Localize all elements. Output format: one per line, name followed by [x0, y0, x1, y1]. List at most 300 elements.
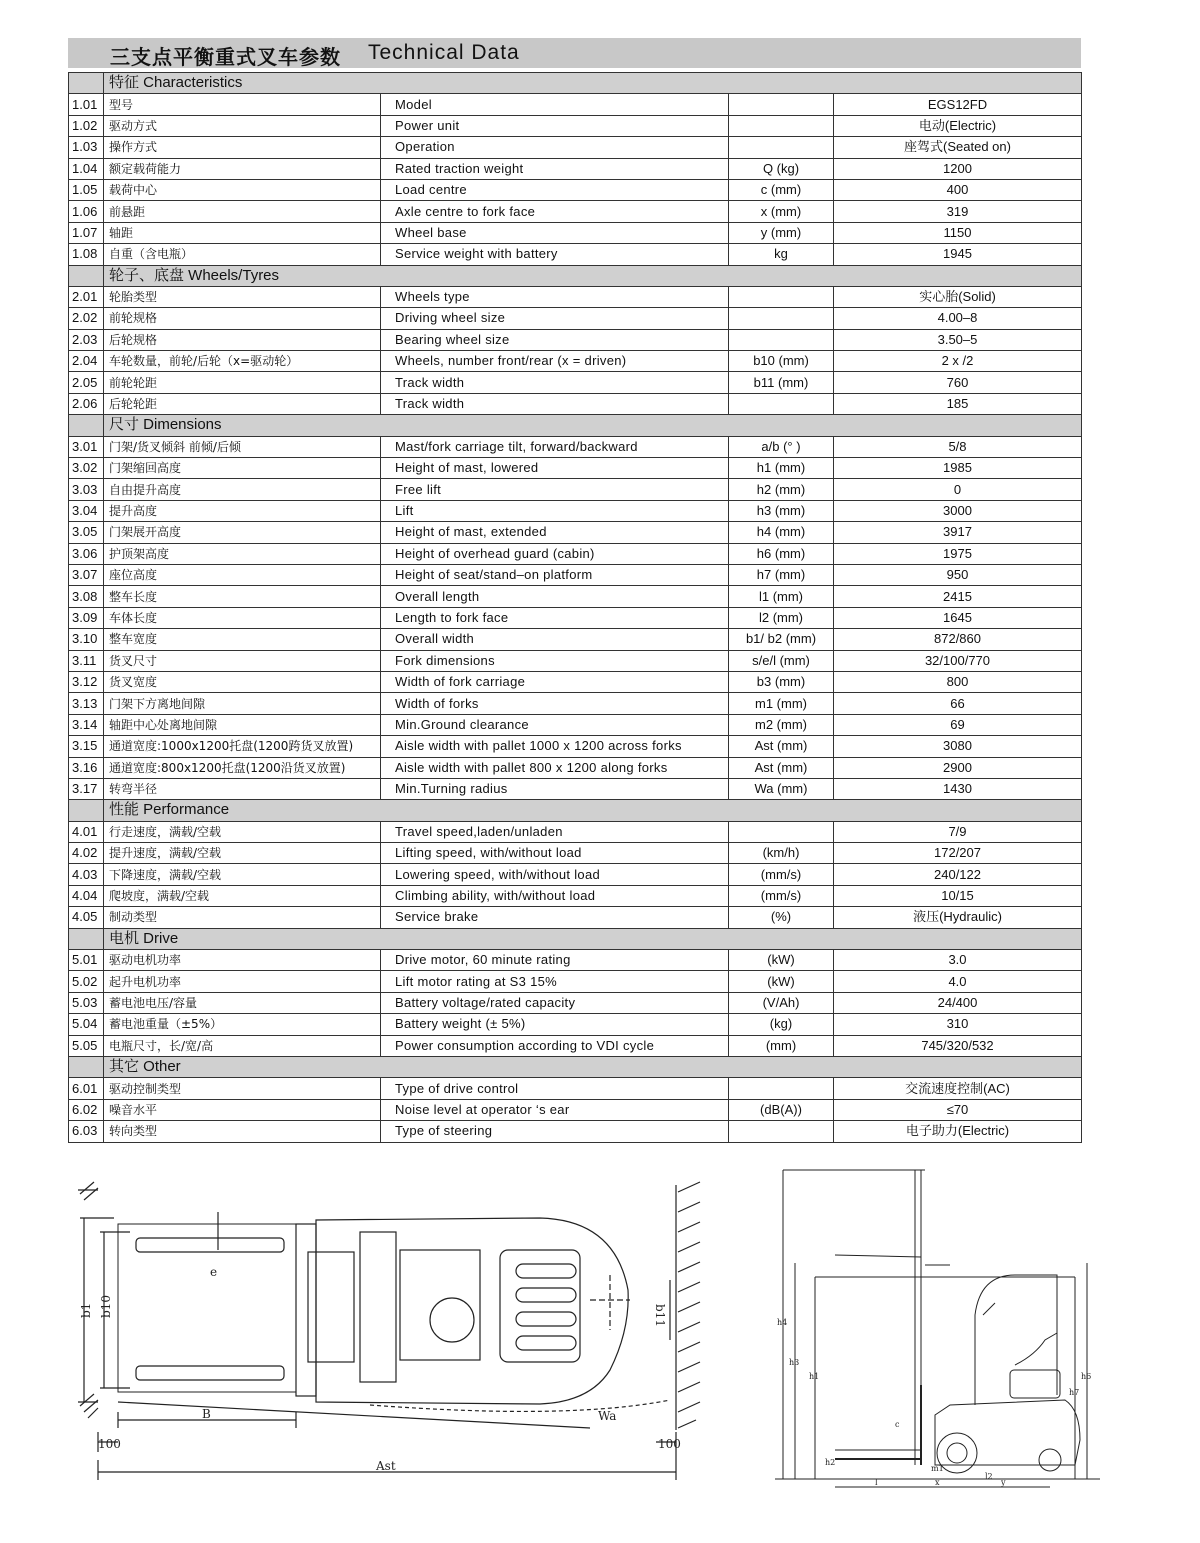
row-value: 172/207	[834, 843, 1082, 864]
row-number: 5.03	[69, 992, 104, 1013]
row-label-zh: 后轮规格	[104, 329, 381, 350]
row-value: 1945	[834, 244, 1082, 265]
row-value: 3.50–5	[834, 329, 1082, 350]
row-label-zh: 车轮数量，前轮/后轮（x=驱动轮）	[104, 351, 381, 372]
row-number: 2.01	[69, 286, 104, 307]
row-label-zh: 车体长度	[104, 607, 381, 628]
row-value: 1150	[834, 222, 1082, 243]
row-value: 24/400	[834, 992, 1082, 1013]
label-l2: l2	[985, 1472, 993, 1481]
row-number: 3.07	[69, 564, 104, 585]
row-label-en: Overall length	[381, 586, 729, 607]
row-value: 310	[834, 1014, 1082, 1035]
row-label-zh: 载荷中心	[104, 179, 381, 200]
section-header-blank	[69, 73, 104, 94]
row-unit: h3 (mm)	[729, 500, 834, 521]
table-row	[69, 714, 1082, 735]
row-unit	[729, 821, 834, 842]
row-value: 电子助力(Electric)	[834, 1121, 1082, 1142]
row-label-zh: 起升电机功率	[104, 971, 381, 992]
row-label-en: Overall width	[381, 629, 729, 650]
right-wall-hatch	[676, 1182, 700, 1430]
row-unit	[729, 308, 834, 329]
label-x: x	[935, 1478, 940, 1487]
label-Wa: Wa	[598, 1409, 617, 1423]
row-label-en: Power consumption according to VDI cycle	[381, 1035, 729, 1056]
row-label-zh: 驱动控制类型	[104, 1078, 381, 1099]
label-B: B	[202, 1407, 211, 1421]
row-number: 3.16	[69, 757, 104, 778]
row-label-en: Min.Turning radius	[381, 778, 729, 799]
row-label-en: Power unit	[381, 115, 729, 136]
section-header-label: 性能 Performance	[104, 800, 1082, 821]
row-value: 240/122	[834, 864, 1082, 885]
row-value: 319	[834, 201, 1082, 222]
row-label-en: Drive motor, 60 minute rating	[381, 950, 729, 971]
row-label-en: Driving wheel size	[381, 308, 729, 329]
table-row	[69, 458, 1082, 479]
row-label-zh: 驱动方式	[104, 115, 381, 136]
table-row	[69, 179, 1082, 200]
section-header-blank	[69, 265, 104, 286]
row-number: 3.14	[69, 714, 104, 735]
row-value: 1975	[834, 543, 1082, 564]
table-row	[69, 950, 1082, 971]
row-unit: l1 (mm)	[729, 586, 834, 607]
row-number: 1.07	[69, 222, 104, 243]
row-label-zh: 门架缩回高度	[104, 458, 381, 479]
table-row	[69, 351, 1082, 372]
row-unit	[729, 286, 834, 307]
section-header-blank	[69, 928, 104, 949]
row-label-en: Load centre	[381, 179, 729, 200]
row-unit: (mm/s)	[729, 885, 834, 906]
row-label-en: Rated traction weight	[381, 158, 729, 179]
table-row	[69, 1035, 1082, 1056]
row-label-zh: 转弯半径	[104, 778, 381, 799]
row-label-en: Length to fork face	[381, 607, 729, 628]
row-label-zh: 整车宽度	[104, 629, 381, 650]
row-label-zh: 轴距中心处离地间隙	[104, 714, 381, 735]
row-unit: a/b (° )	[729, 436, 834, 457]
row-number: 1.08	[69, 244, 104, 265]
label-h3: h3	[789, 1358, 800, 1367]
row-number: 4.03	[69, 864, 104, 885]
row-unit: s/e/l (mm)	[729, 650, 834, 671]
row-label-en: Min.Ground clearance	[381, 714, 729, 735]
row-label-en: Fork dimensions	[381, 650, 729, 671]
row-label-en: Aisle width with pallet 1000 x 1200 across forks	[381, 736, 729, 757]
row-label-en: Axle centre to fork face	[381, 201, 729, 222]
row-unit: c (mm)	[729, 179, 834, 200]
row-label-zh: 门架展开高度	[104, 522, 381, 543]
table-row	[69, 436, 1082, 457]
table-row	[69, 971, 1082, 992]
row-unit	[729, 115, 834, 136]
row-unit: (mm/s)	[729, 864, 834, 885]
row-number: 3.04	[69, 500, 104, 521]
row-value: 872/860	[834, 629, 1082, 650]
row-unit: h7 (mm)	[729, 564, 834, 585]
row-label-en: Aisle width with pallet 800 x 1200 along forks	[381, 757, 729, 778]
row-number: 1.04	[69, 158, 104, 179]
label-b10: b10	[99, 1295, 113, 1318]
label-100-left: 100	[98, 1437, 121, 1451]
row-label-en: Wheels, number front/rear (x = driven)	[381, 351, 729, 372]
spec-table	[68, 72, 1082, 1143]
row-number: 3.13	[69, 693, 104, 714]
row-value: 7/9	[834, 821, 1082, 842]
table-row	[69, 1099, 1082, 1120]
row-unit: b1/ b2 (mm)	[729, 629, 834, 650]
row-unit: x (mm)	[729, 201, 834, 222]
row-label-zh: 行走速度，满载/空载	[104, 821, 381, 842]
row-number: 3.12	[69, 671, 104, 692]
table-row	[69, 564, 1082, 585]
page-title-en: Technical Data	[368, 41, 520, 64]
row-unit: b3 (mm)	[729, 671, 834, 692]
row-value: 2900	[834, 757, 1082, 778]
section-header-blank	[69, 800, 104, 821]
table-row	[69, 94, 1082, 115]
row-unit: (V/Ah)	[729, 992, 834, 1013]
row-value: 69	[834, 714, 1082, 735]
row-label-en: Type of steering	[381, 1121, 729, 1142]
label-l: l	[875, 1478, 878, 1487]
row-label-zh: 自重（含电瓶）	[104, 244, 381, 265]
row-value: 950	[834, 564, 1082, 585]
label-c: c	[895, 1420, 900, 1429]
table-row	[69, 586, 1082, 607]
row-unit	[729, 393, 834, 414]
table-row	[69, 543, 1082, 564]
row-label-zh: 下降速度，满载/空载	[104, 864, 381, 885]
row-unit: h2 (mm)	[729, 479, 834, 500]
section-header-row	[69, 800, 1082, 821]
table-row	[69, 778, 1082, 799]
row-number: 1.01	[69, 94, 104, 115]
row-value: 2 x /2	[834, 351, 1082, 372]
label-b1: b1	[79, 1302, 93, 1318]
row-value: 实心胎(Solid)	[834, 286, 1082, 307]
table-row	[69, 693, 1082, 714]
table-row	[69, 629, 1082, 650]
row-label-zh: 前轮轮距	[104, 372, 381, 393]
section-header-label: 特征 Characteristics	[104, 73, 1082, 94]
row-unit: h4 (mm)	[729, 522, 834, 543]
row-unit: m2 (mm)	[729, 714, 834, 735]
row-unit: Ast (mm)	[729, 757, 834, 778]
row-label-zh: 驱动电机功率	[104, 950, 381, 971]
row-label-zh: 转向类型	[104, 1121, 381, 1142]
row-value: 185	[834, 393, 1082, 414]
label-h7: h7	[1069, 1388, 1080, 1397]
table-row	[69, 500, 1082, 521]
table-row	[69, 1121, 1082, 1142]
table-row	[69, 158, 1082, 179]
row-number: 3.03	[69, 479, 104, 500]
table-row	[69, 736, 1082, 757]
row-value: 10/15	[834, 885, 1082, 906]
row-label-en: Width of forks	[381, 693, 729, 714]
row-value: 座驾式(Seated on)	[834, 137, 1082, 158]
table-row	[69, 115, 1082, 136]
row-label-zh: 护顶架高度	[104, 543, 381, 564]
row-label-zh: 额定载荷能力	[104, 158, 381, 179]
section-header-row	[69, 415, 1082, 436]
row-value: 1430	[834, 778, 1082, 799]
row-label-zh: 前轮规格	[104, 308, 381, 329]
row-label-en: Service weight with battery	[381, 244, 729, 265]
table-row	[69, 286, 1082, 307]
row-number: 2.02	[69, 308, 104, 329]
row-unit	[729, 1078, 834, 1099]
row-unit	[729, 94, 834, 115]
label-e: e	[210, 1265, 218, 1279]
row-label-zh: 蓄电池重量（±5%）	[104, 1014, 381, 1035]
row-label-en: Travel speed,laden/unladen	[381, 821, 729, 842]
row-number: 2.04	[69, 351, 104, 372]
row-unit: (dB(A))	[729, 1099, 834, 1120]
row-label-zh: 轴距	[104, 222, 381, 243]
row-label-zh: 操作方式	[104, 137, 381, 158]
table-row	[69, 864, 1082, 885]
row-number: 2.06	[69, 393, 104, 414]
row-value: 2415	[834, 586, 1082, 607]
row-unit: (%)	[729, 907, 834, 928]
row-label-en: Model	[381, 94, 729, 115]
row-number: 3.11	[69, 650, 104, 671]
label-m1: m1	[931, 1464, 944, 1473]
row-unit: kg	[729, 244, 834, 265]
row-number: 4.05	[69, 907, 104, 928]
row-unit: (kW)	[729, 971, 834, 992]
row-value: 0	[834, 479, 1082, 500]
section-header-label: 电机 Drive	[104, 928, 1082, 949]
table-row	[69, 1078, 1082, 1099]
row-label-en: Lowering speed, with/without load	[381, 864, 729, 885]
row-unit	[729, 137, 834, 158]
row-value: 1985	[834, 458, 1082, 479]
row-number: 3.05	[69, 522, 104, 543]
row-label-en: Lift motor rating at S3 15%	[381, 971, 729, 992]
row-label-en: Wheel base	[381, 222, 729, 243]
row-label-en: Type of drive control	[381, 1078, 729, 1099]
row-label-en: Lifting speed, with/without load	[381, 843, 729, 864]
row-unit: Ast (mm)	[729, 736, 834, 757]
row-number: 4.02	[69, 843, 104, 864]
row-label-en: Bearing wheel size	[381, 329, 729, 350]
row-label-en: Height of mast, extended	[381, 522, 729, 543]
row-value: 5/8	[834, 436, 1082, 457]
row-value: 400	[834, 179, 1082, 200]
side-view-drawing	[775, 1165, 1100, 1490]
row-label-en: Mast/fork carriage tilt, forward/backward	[381, 436, 729, 457]
row-number: 5.04	[69, 1014, 104, 1035]
row-unit: h6 (mm)	[729, 543, 834, 564]
table-row	[69, 522, 1082, 543]
row-label-en: Climbing ability, with/without load	[381, 885, 729, 906]
row-value: 760	[834, 372, 1082, 393]
row-label-en: Battery voltage/rated capacity	[381, 992, 729, 1013]
row-label-zh: 货叉宽度	[104, 671, 381, 692]
row-number: 1.03	[69, 137, 104, 158]
row-number: 4.01	[69, 821, 104, 842]
section-header-label: 其它 Other	[104, 1056, 1082, 1077]
row-label-zh: 电瓶尺寸，长/宽/高	[104, 1035, 381, 1056]
label-h1: h1	[809, 1372, 820, 1381]
table-row	[69, 137, 1082, 158]
row-number: 1.05	[69, 179, 104, 200]
row-number: 5.02	[69, 971, 104, 992]
row-label-en: Noise level at operator ‘s ear	[381, 1099, 729, 1120]
row-label-zh: 制动类型	[104, 907, 381, 928]
row-label-zh: 轮胎类型	[104, 286, 381, 307]
row-unit: (kW)	[729, 950, 834, 971]
row-unit: m1 (mm)	[729, 693, 834, 714]
row-label-en: Operation	[381, 137, 729, 158]
table-row	[69, 607, 1082, 628]
row-unit: Q (kg)	[729, 158, 834, 179]
row-unit: y (mm)	[729, 222, 834, 243]
row-label-zh: 爬坡度，满载/空载	[104, 885, 381, 906]
row-label-zh: 噪音水平	[104, 1099, 381, 1120]
row-value: 66	[834, 693, 1082, 714]
spec-table-body	[69, 73, 1082, 1143]
label-Ast: Ast	[376, 1459, 396, 1473]
row-value: 3917	[834, 522, 1082, 543]
row-number: 3.06	[69, 543, 104, 564]
label-h4: h4	[777, 1318, 788, 1327]
row-value: EGS12FD	[834, 94, 1082, 115]
row-unit: (mm)	[729, 1035, 834, 1056]
row-label-en: Width of fork carriage	[381, 671, 729, 692]
row-number: 2.03	[69, 329, 104, 350]
row-label-zh: 后轮轮距	[104, 393, 381, 414]
row-value: 液压(Hydraulic)	[834, 907, 1082, 928]
label-b11: b11	[653, 1304, 667, 1327]
row-label-zh: 整车长度	[104, 586, 381, 607]
row-unit	[729, 329, 834, 350]
section-header-label: 轮子、底盘 Wheels/Tyres	[104, 265, 1082, 286]
row-number: 6.01	[69, 1078, 104, 1099]
row-label-zh: 通道宽度:800x1200托盘(1200沿货叉放置)	[104, 757, 381, 778]
table-row	[69, 1014, 1082, 1035]
table-row	[69, 393, 1082, 414]
row-number: 3.08	[69, 586, 104, 607]
row-label-en: Service brake	[381, 907, 729, 928]
row-value: ≤70	[834, 1099, 1082, 1120]
label-y: y	[1001, 1478, 1006, 1487]
row-number: 1.06	[69, 201, 104, 222]
row-unit: b11 (mm)	[729, 372, 834, 393]
row-value: 电动(Electric)	[834, 115, 1082, 136]
table-row	[69, 222, 1082, 243]
row-number: 2.05	[69, 372, 104, 393]
table-row	[69, 671, 1082, 692]
row-value: 1645	[834, 607, 1082, 628]
label-h6: h6	[1081, 1372, 1092, 1381]
table-row	[69, 244, 1082, 265]
row-number: 3.10	[69, 629, 104, 650]
section-header-row	[69, 265, 1082, 286]
row-number: 5.01	[69, 950, 104, 971]
row-number: 4.04	[69, 885, 104, 906]
row-label-zh: 前悬距	[104, 201, 381, 222]
row-number: 3.17	[69, 778, 104, 799]
table-row	[69, 201, 1082, 222]
page-title-zh: 三支点平衡重式叉车参数	[110, 45, 341, 69]
row-value: 745/320/532	[834, 1035, 1082, 1056]
row-unit: (kg)	[729, 1014, 834, 1035]
row-unit: h1 (mm)	[729, 458, 834, 479]
table-row	[69, 821, 1082, 842]
section-header-row	[69, 928, 1082, 949]
section-header-blank	[69, 1056, 104, 1077]
row-label-zh: 座位高度	[104, 564, 381, 585]
row-value: 3000	[834, 500, 1082, 521]
row-value: 1200	[834, 158, 1082, 179]
table-row	[69, 907, 1082, 928]
row-label-en: Track width	[381, 372, 729, 393]
row-number: 3.09	[69, 607, 104, 628]
row-label-zh: 货叉尺寸	[104, 650, 381, 671]
section-header-label: 尺寸 Dimensions	[104, 415, 1082, 436]
row-label-zh: 自由提升高度	[104, 479, 381, 500]
table-row	[69, 885, 1082, 906]
row-value: 800	[834, 671, 1082, 692]
label-h2: h2	[825, 1458, 836, 1467]
row-value: 3080	[834, 736, 1082, 757]
row-number: 6.02	[69, 1099, 104, 1120]
row-value: 32/100/770	[834, 650, 1082, 671]
row-unit: b10 (mm)	[729, 351, 834, 372]
row-label-zh: 提升速度，满载/空载	[104, 843, 381, 864]
row-number: 3.15	[69, 736, 104, 757]
row-label-en: Battery weight (± 5%)	[381, 1014, 729, 1035]
row-number: 5.05	[69, 1035, 104, 1056]
table-row	[69, 757, 1082, 778]
label-100-right: 100	[658, 1437, 681, 1451]
row-label-zh: 门架下方离地间隙	[104, 693, 381, 714]
row-unit: l2 (mm)	[729, 607, 834, 628]
table-row	[69, 650, 1082, 671]
row-label-en: Wheels type	[381, 286, 729, 307]
table-row	[69, 308, 1082, 329]
row-unit	[729, 1121, 834, 1142]
row-number: 6.03	[69, 1121, 104, 1142]
row-label-zh: 门架/货叉倾斜 前倾/后倾	[104, 436, 381, 457]
table-row	[69, 843, 1082, 864]
row-label-en: Height of mast, lowered	[381, 458, 729, 479]
section-header-blank	[69, 415, 104, 436]
row-label-en: Height of overhead guard (cabin)	[381, 543, 729, 564]
row-value: 交流速度控制(AC)	[834, 1078, 1082, 1099]
row-number: 3.01	[69, 436, 104, 457]
row-label-en: Track width	[381, 393, 729, 414]
row-label-zh: 蓄电池电压/容量	[104, 992, 381, 1013]
row-label-zh: 提升高度	[104, 500, 381, 521]
title-bar	[68, 38, 1081, 68]
row-number: 3.02	[69, 458, 104, 479]
row-value: 4.00–8	[834, 308, 1082, 329]
row-label-zh: 通道宽度:1000x1200托盘(1200跨货叉放置)	[104, 736, 381, 757]
row-label-en: Lift	[381, 500, 729, 521]
row-label-zh: 型号	[104, 94, 381, 115]
table-row	[69, 992, 1082, 1013]
row-unit: Wa (mm)	[729, 778, 834, 799]
row-unit: (km/h)	[729, 843, 834, 864]
